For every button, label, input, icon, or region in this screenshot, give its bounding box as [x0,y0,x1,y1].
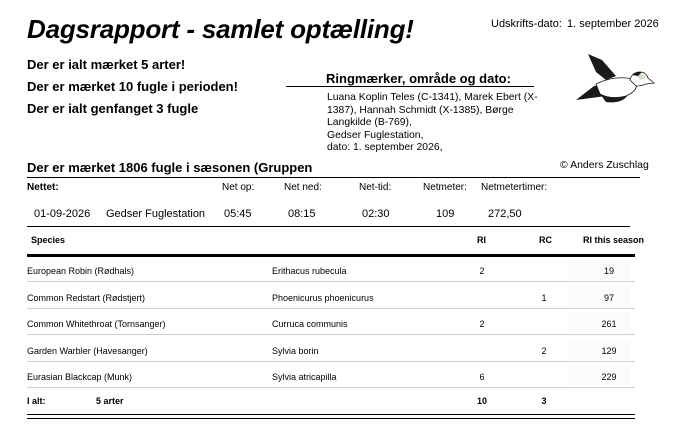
ri-value: 2 [479,319,485,329]
net-time-label: Net-tid: [359,182,392,193]
net-meters-label: Netmeter: [423,182,467,193]
species-english: European Robin (Rødhals) [27,266,135,276]
net-date-value: 01-09-2026 [34,208,91,220]
ri-value: 6 [479,372,485,382]
total-label: I alt: [27,396,46,406]
ringer-details [327,92,549,155]
table-bottom-rule-double [27,418,635,419]
species-latin: Curruca communis [272,319,348,329]
col-header-rc: RC [539,235,552,245]
total-rc: 3 [541,396,547,406]
net-meters-value: 109 [436,208,455,220]
eider-duck-icon [566,50,656,108]
species-latin: Erithacus rubecula [272,266,347,276]
species-english: Garden Warbler (Havesanger) [27,346,148,356]
rc-value: 1 [541,293,547,303]
ringer-heading: Ringmærker, område og dato: [326,71,511,86]
total-species-count: 5 arter [96,396,124,406]
print-date-value: 1. september 2026 [567,18,659,30]
table-row [27,285,635,309]
species-english: Common Redstart (Rødstjert) [27,293,146,303]
print-date-label: Udskrifts-dato: [491,18,562,30]
ringer-heading-rule [286,86,534,87]
table-total-row [27,390,635,412]
net-meter-hours-value: 272,50 [488,208,522,220]
species-latin: Sylvia atricapilla [272,372,337,382]
table-row [27,364,635,388]
season-value: 97 [603,293,614,303]
ringer-names: Luana Koplin Teles (C-1341), Marek Ebert (X-1387), Hannah Schmidt (X-1385), Børge Langkilde (B-769), [327,92,538,128]
row-divider [27,334,635,335]
net-time-value: 02:30 [362,208,390,220]
table-row [27,311,635,335]
net-up-label: Net op: [222,182,255,193]
net-up-value: 05:45 [224,208,252,220]
net-down-label: Net ned: [284,182,322,193]
species-latin: Sylvia borin [272,346,319,356]
table-row [27,258,635,282]
season-value: 19 [603,266,614,276]
season-total-summary: Der er mærket 1806 fugle i sæsonen (Gruppen [27,160,313,175]
table-row [27,338,635,362]
ringer-date: dato: 1. september 2026, [327,142,443,153]
col-header-season: RI this season [583,235,645,245]
net-meter-hours-label: Netmetertimer: [481,182,548,193]
ri-value: 2 [479,266,485,276]
species-latin: Phoenicurus phoenicurus [272,293,374,303]
col-header-species: Species [31,235,66,245]
species-english: Common Whitethroat (Tornsanger) [27,319,166,329]
ringer-location: Gedser Fuglestation, [327,129,424,141]
season-value: 229 [601,372,617,382]
row-divider [27,281,635,282]
col-header-ri: RI [477,235,486,245]
total-ri: 10 [477,396,488,406]
species-count-summary: Der er ialt mærket 5 arter! [27,57,186,72]
row-divider [27,387,635,388]
recaptured-summary: Der er ialt genfanget 3 fugle [27,101,199,116]
row-divider [27,308,635,309]
rc-value: 2 [541,346,547,356]
section-divider [27,177,640,178]
net-section-divider [27,226,630,227]
table-bottom-rule [27,414,635,415]
season-value: 261 [601,319,617,329]
copyright-notice: © Anders Zuschlag [560,159,649,171]
season-value: 129 [601,346,617,356]
species-english: Eurasian Blackcap (Munk) [27,372,133,382]
table-header-rule [27,254,635,257]
period-count-summary: Der er mærket 10 fugle i perioden! [27,79,238,94]
row-divider [27,361,635,362]
net-label: Nettet: [27,182,59,193]
report-title: Dagsrapport - samlet optælling! [27,14,414,44]
net-location-value: Gedser Fuglestation [106,208,206,220]
net-down-value: 08:15 [288,208,316,220]
